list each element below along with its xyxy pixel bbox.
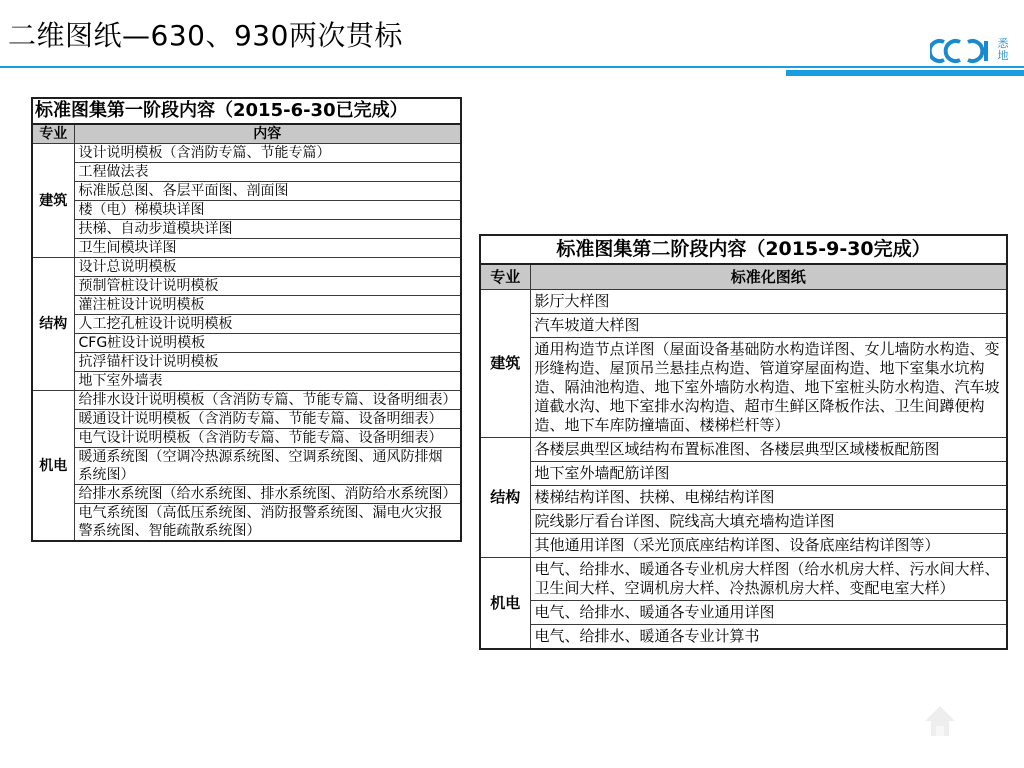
stage2-item: 电气、给排水、暖通各专业通用详图	[530, 601, 1007, 625]
table-row	[480, 290, 1007, 314]
stage2-item: 地下室外墙配筋详图	[530, 462, 1007, 486]
table-row	[32, 429, 461, 448]
table-row	[480, 601, 1007, 625]
stage1-item: 预制管桩设计说明模板	[74, 277, 461, 296]
table-row	[32, 201, 461, 220]
stage2-item: 电气、给排水、暖通各专业计算书	[530, 625, 1007, 650]
table-row	[32, 353, 461, 372]
stage1-table-body	[32, 144, 461, 542]
stage2-table	[479, 234, 1008, 650]
stage1-item: 暖通设计说明模板（含消防专篇、节能专篇、设备明细表）	[74, 410, 461, 429]
stage2-item: 其他通用详图（采光顶底座结构详图、设备底座结构详图等）	[530, 534, 1007, 558]
stage2-header-drawings: 标准化图纸	[530, 264, 1007, 290]
table-row	[480, 486, 1007, 510]
table-row	[480, 438, 1007, 462]
stage1-item: CFG桩设计说明模板	[74, 334, 461, 353]
table-row	[32, 144, 461, 163]
table-row	[32, 372, 461, 391]
header-accent-bar	[786, 70, 1024, 76]
stage2-item: 电气、给排水、暖通各专业机房大样图（给水机房大样、污水间大样、卫生间大样、空调机房大样、冷热源机房大样、变配电室大样）	[530, 558, 1007, 601]
stage1-item: 灌注桩设计说明模板	[74, 296, 461, 315]
table-row	[32, 182, 461, 201]
stage1-category: 机电	[32, 391, 74, 542]
stage1-item: 暖通系统图（空调冷热源系统图、空调系统图、通风防排烟系统图）	[74, 448, 461, 485]
table-row	[480, 534, 1007, 558]
table-row	[32, 504, 461, 542]
stage2-item: 汽车坡道大样图	[530, 314, 1007, 338]
table-row	[32, 277, 461, 296]
stage2-category: 建筑	[480, 290, 530, 438]
table-row	[32, 220, 461, 239]
stage1-item: 人工挖孔桩设计说明模板	[74, 315, 461, 334]
table-row	[480, 510, 1007, 534]
stage1-category: 建筑	[32, 144, 74, 258]
stage1-header-discipline: 专业	[32, 124, 74, 144]
table-row	[32, 410, 461, 429]
stage1-item: 标准版总图、各层平面图、剖面图	[74, 182, 461, 201]
slide-title: 二维图纸—630、930两次贯标	[8, 19, 403, 52]
table-row	[32, 258, 461, 277]
stage2-item: 楼梯结构详图、扶梯、电梯结构详图	[530, 486, 1007, 510]
stage2-category: 机电	[480, 558, 530, 650]
stage2-header-discipline: 专业	[480, 264, 530, 290]
header-divider	[0, 66, 1024, 68]
stage1-item: 电气设计说明模板（含消防专篇、节能专篇、设备明细表）	[74, 429, 461, 448]
stage1-item: 设计说明模板（含消防专篇、节能专篇）	[74, 144, 461, 163]
stage1-item: 楼（电）梯模块详图	[74, 201, 461, 220]
stage1-item: 工程做法表	[74, 163, 461, 182]
table-row	[480, 314, 1007, 338]
stage1-item: 设计总说明模板	[74, 258, 461, 277]
table-row	[32, 163, 461, 182]
table-row	[32, 334, 461, 353]
stage2-item: 通用构造节点详图（屋面设备基础防水构造详图、女儿墙防水构造、变形缝构造、屋顶吊兰悬挂点构造、管道穿屋面构造、地下室集水坑构造、隔油池构造、地下室外墙防水构造、地下室桩头防水构造、汽车坡道截水沟、地下室排水沟构造、超市生鲜区降板作法、卫生间蹲便构造、地下车库防撞墙面、楼梯栏杆等）	[530, 338, 1007, 438]
table-row	[480, 338, 1007, 438]
table-row	[32, 315, 461, 334]
table-row	[32, 391, 461, 410]
stage2-item: 各楼层典型区域结构布置标准图、各楼层典型区域楼板配筋图	[530, 438, 1007, 462]
table-row	[480, 462, 1007, 486]
stage1-category: 结构	[32, 258, 74, 391]
home-icon[interactable]	[924, 704, 956, 738]
stage1-caption: 标准图集第一阶段内容（2015-6-30已完成）	[32, 98, 461, 124]
stage1-item: 卫生间模块详图	[74, 239, 461, 258]
brand-name: 悉 地	[997, 37, 1009, 62]
stage2-item: 院线影厅看台详图、院线高大填充墙构造详图	[530, 510, 1007, 534]
stage1-item: 给排水设计说明模板（含消防专篇、节能专篇、设备明细表）	[74, 391, 461, 410]
stage1-header-content: 内容	[74, 124, 461, 144]
stage2-item: 影厅大样图	[530, 290, 1007, 314]
stage1-table	[31, 97, 462, 542]
stage1-item: 扶梯、自动步道模块详图	[74, 220, 461, 239]
stage2-category: 结构	[480, 438, 530, 558]
stage2-caption: 标准图集第二阶段内容（2015-9-30完成）	[480, 235, 1007, 264]
stage1-item: 给排水系统图（给水系统图、排水系统图、消防给水系统图）	[74, 485, 461, 504]
stage1-item: 电气系统图（高低压系统图、消防报警系统图、漏电火灾报警系统图、智能疏散系统图）	[74, 504, 461, 542]
stage2-table-body	[480, 290, 1007, 650]
table-row	[480, 625, 1007, 650]
stage1-item: 地下室外墙表	[74, 372, 461, 391]
table-row	[480, 558, 1007, 601]
table-row	[32, 296, 461, 315]
table-row	[32, 239, 461, 258]
table-row	[32, 485, 461, 504]
table-row	[32, 448, 461, 485]
stage1-item: 抗浮锚杆设计说明模板	[74, 353, 461, 372]
